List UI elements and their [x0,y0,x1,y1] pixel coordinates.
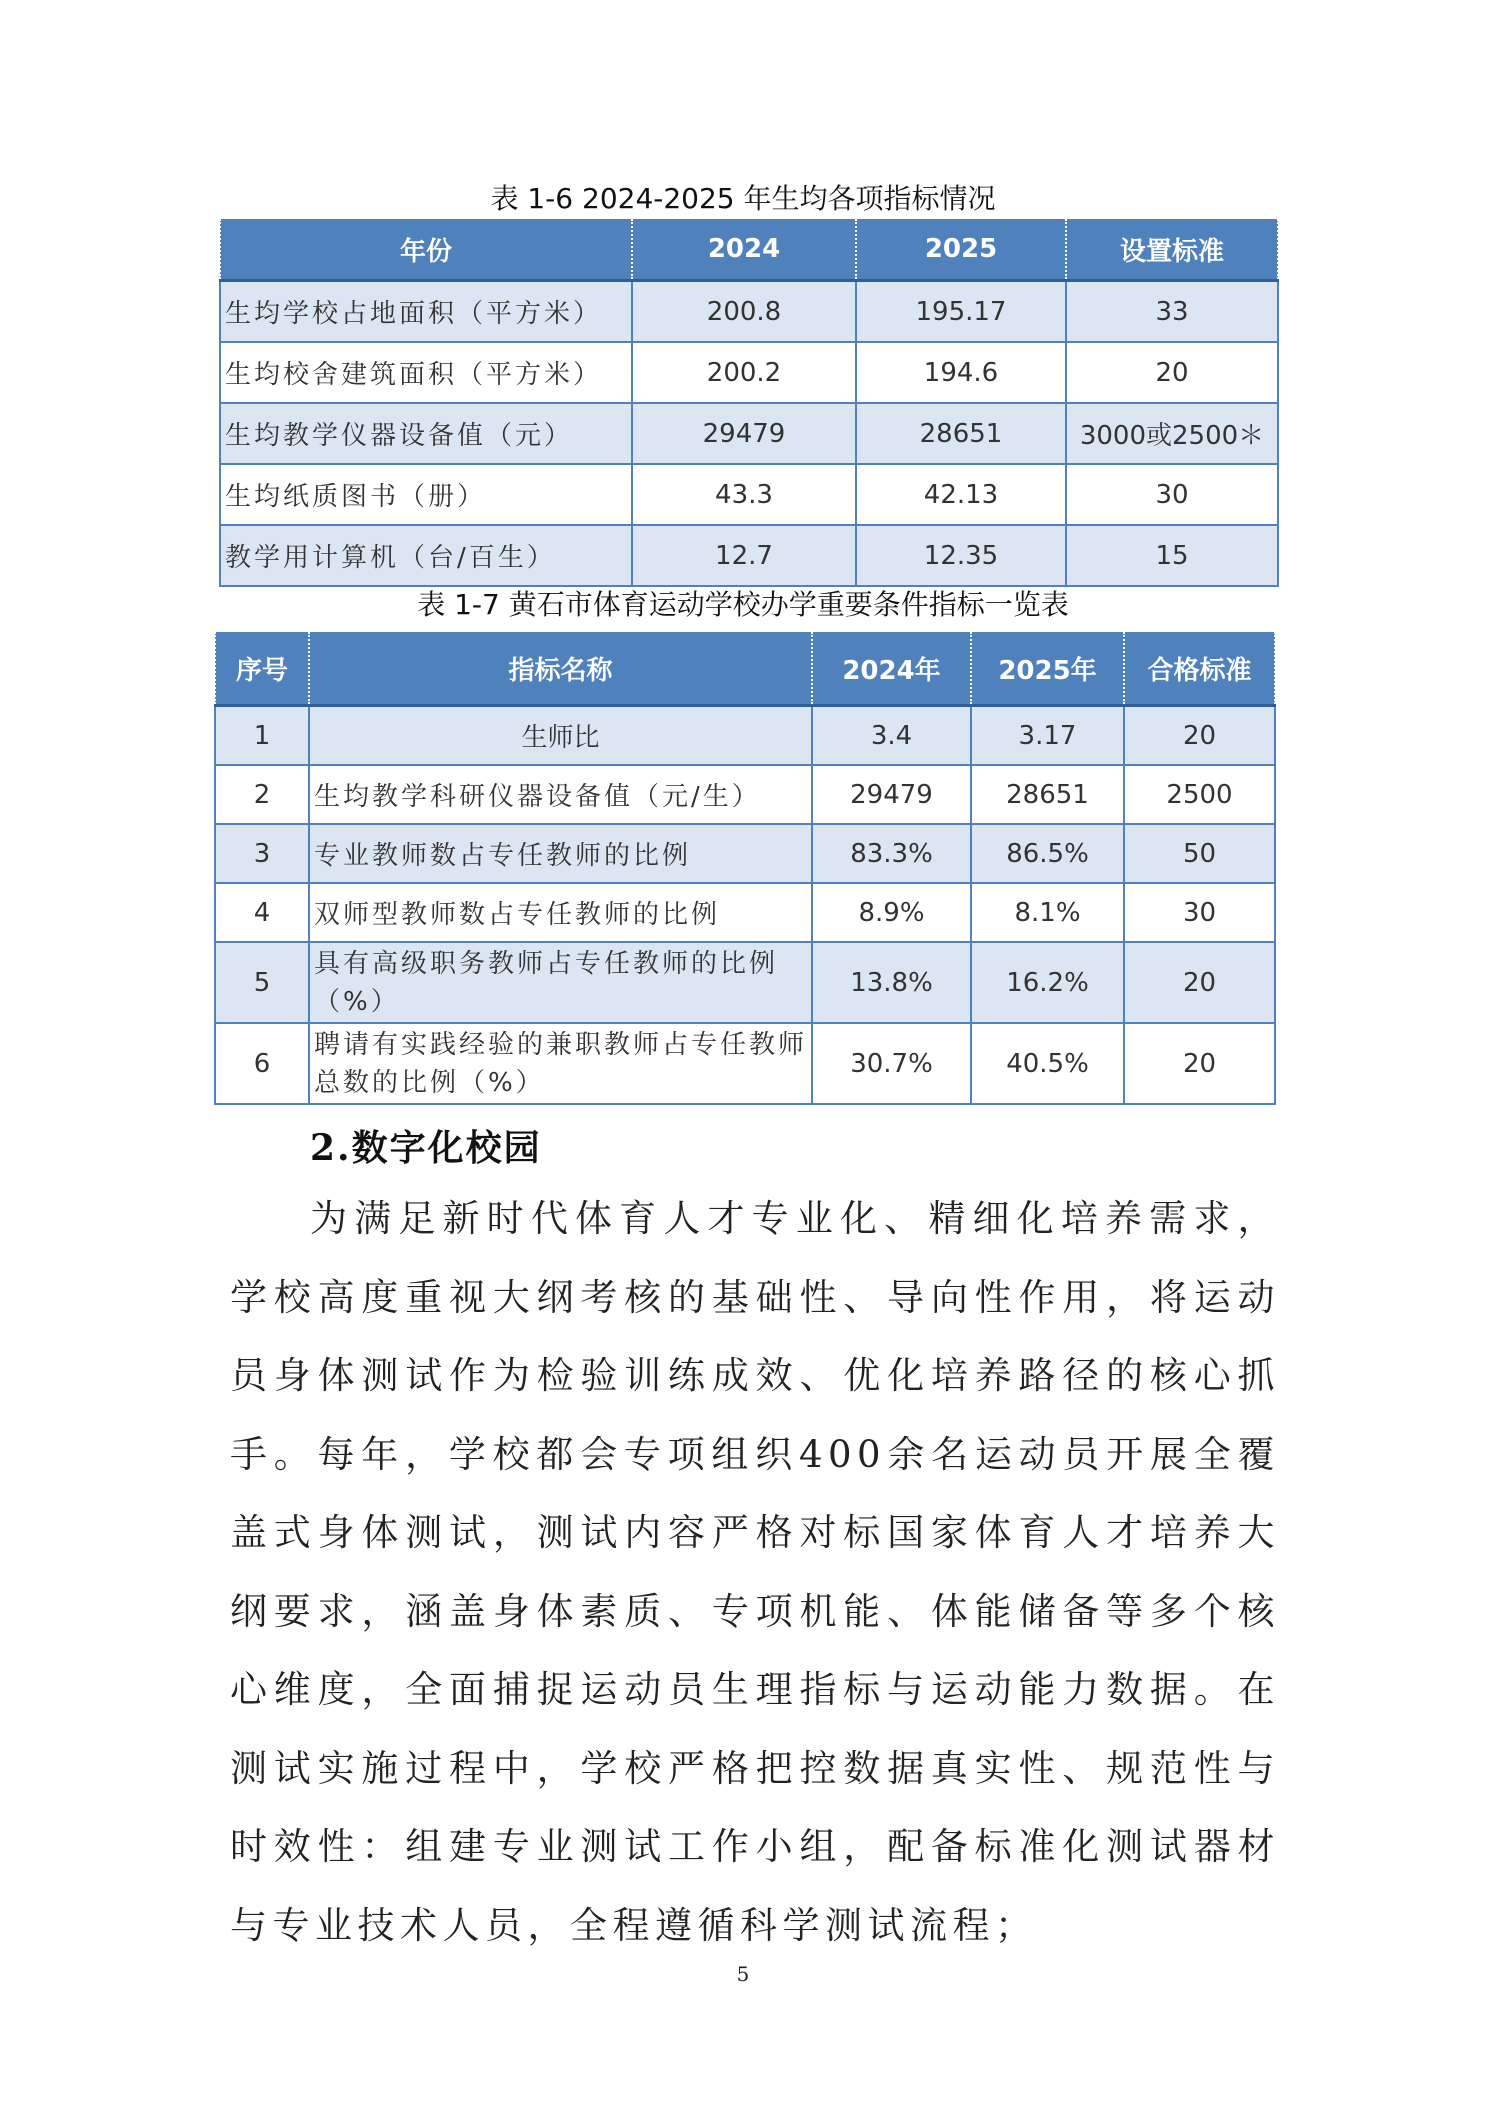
value-2025: 86.5% [971,824,1124,883]
standard-value: 20 [1124,942,1275,1023]
value-2025: 16.2% [971,942,1124,1023]
table-row [220,403,1278,464]
value-2025: 194.6 [856,342,1066,403]
table-row [215,706,1275,766]
row-index: 5 [215,942,309,1023]
indicator-name: 专业教师数占专任教师的比例 [309,824,812,883]
section-heading: 2.数字化校园 [310,1127,542,1169]
table-row [215,765,1275,824]
standard-value: 33 [1066,281,1278,343]
standard-value: 50 [1124,824,1275,883]
table-1-7 [214,632,1276,1105]
standard-value: 30 [1066,464,1278,525]
column-header-2025: 2025 [856,219,1066,281]
table-header-row [215,632,1275,706]
value-2024: 3.4 [812,706,971,766]
indicator-name: 聘请有实践经验的兼职教师占专任教师总数的比例（%） [309,1023,812,1104]
row-index: 6 [215,1023,309,1104]
value-2024: 29479 [632,403,856,464]
row-index: 4 [215,883,309,942]
standard-value: 20 [1124,706,1275,766]
value-2025: 195.17 [856,281,1066,343]
standard-value: 3000或2500＊ [1066,403,1278,464]
value-2025: 3.17 [971,706,1124,766]
value-2025: 12.35 [856,525,1066,586]
value-2024: 13.8% [812,942,971,1023]
table-header-row [220,219,1278,281]
value-2025: 28651 [856,403,1066,464]
table-1-6-caption: 表 1-6 2024-2025 年生均各项指标情况 [490,182,996,215]
standard-value: 30 [1124,883,1275,942]
table-row [220,281,1278,343]
value-2025: 40.5% [971,1023,1124,1104]
value-2024: 12.7 [632,525,856,586]
value-2024: 200.8 [632,281,856,343]
standard-value: 20 [1066,342,1278,403]
value-2025: 8.1% [971,883,1124,942]
column-header-index: 序号 [215,632,309,706]
table-row [220,464,1278,525]
column-header-2024: 2024年 [812,632,971,706]
value-2024: 8.9% [812,883,971,942]
standard-value: 2500 [1124,765,1275,824]
indicator-name: 具有高级职务教师占专任教师的比例（%） [309,942,812,1023]
indicator-name: 生师比 [309,706,812,766]
value-2025: 28651 [971,765,1124,824]
column-header-qualified-standard: 合格标准 [1124,632,1275,706]
indicator-name: 双师型教师数占专任教师的比例 [309,883,812,942]
table-row [220,525,1278,586]
table-row [220,342,1278,403]
table-1-6 [219,219,1279,587]
table-row [215,883,1275,942]
table-1-7-caption: 表 1-7 黄石市体育运动学校办学重要条件指标一览表 [417,588,1069,621]
row-index: 1 [215,706,309,766]
column-header-year: 年份 [220,219,632,281]
indicator-name: 生均校舍建筑面积（平方米） [220,342,632,403]
column-header-indicator: 指标名称 [309,632,812,706]
indicator-name: 生均教学仪器设备值（元） [220,403,632,464]
body-paragraph: 为满足新时代体育人才专业化、精细化培养需求，学校高度重视大纲考核的基础性、导向性作用，将运动员身体测试作为检验训练成效、优化培养路径的核心抓手。每年，学校都会专项组织400余名运动员开展全覆盖式身体测试，测试内容严格对标国家体育人才培养大纲要求，涵盖身体素质、专项机能、体能储备等多个核心维度，全面捕捉运动员生理指标与运动能力数据。在测试实施过程中，学校严格把控数据真实性、规范性与时效性：组建专业测试工作小组，配备标准化测试器材与专业技术人员，全程遵循科学测试流程； [230,1197,1280,1947]
table-row [215,824,1275,883]
column-header-2025: 2025年 [971,632,1124,706]
value-2024: 43.3 [632,464,856,525]
column-header-standard: 设置标准 [1066,219,1278,281]
column-header-2024: 2024 [632,219,856,281]
page-number: 5 [736,1962,750,1986]
standard-value: 20 [1124,1023,1275,1104]
row-index: 3 [215,824,309,883]
indicator-name: 生均纸质图书（册） [220,464,632,525]
value-2024: 83.3% [812,824,971,883]
value-2024: 30.7% [812,1023,971,1104]
indicator-name: 生均学校占地面积（平方米） [220,281,632,343]
value-2024: 200.2 [632,342,856,403]
indicator-name: 教学用计算机（台/百生） [220,525,632,586]
indicator-name: 生均教学科研仪器设备值（元/生） [309,765,812,824]
value-2024: 29479 [812,765,971,824]
standard-value: 15 [1066,525,1278,586]
row-index: 2 [215,765,309,824]
table-row [215,942,1275,1023]
value-2025: 42.13 [856,464,1066,525]
table-row [215,1023,1275,1104]
